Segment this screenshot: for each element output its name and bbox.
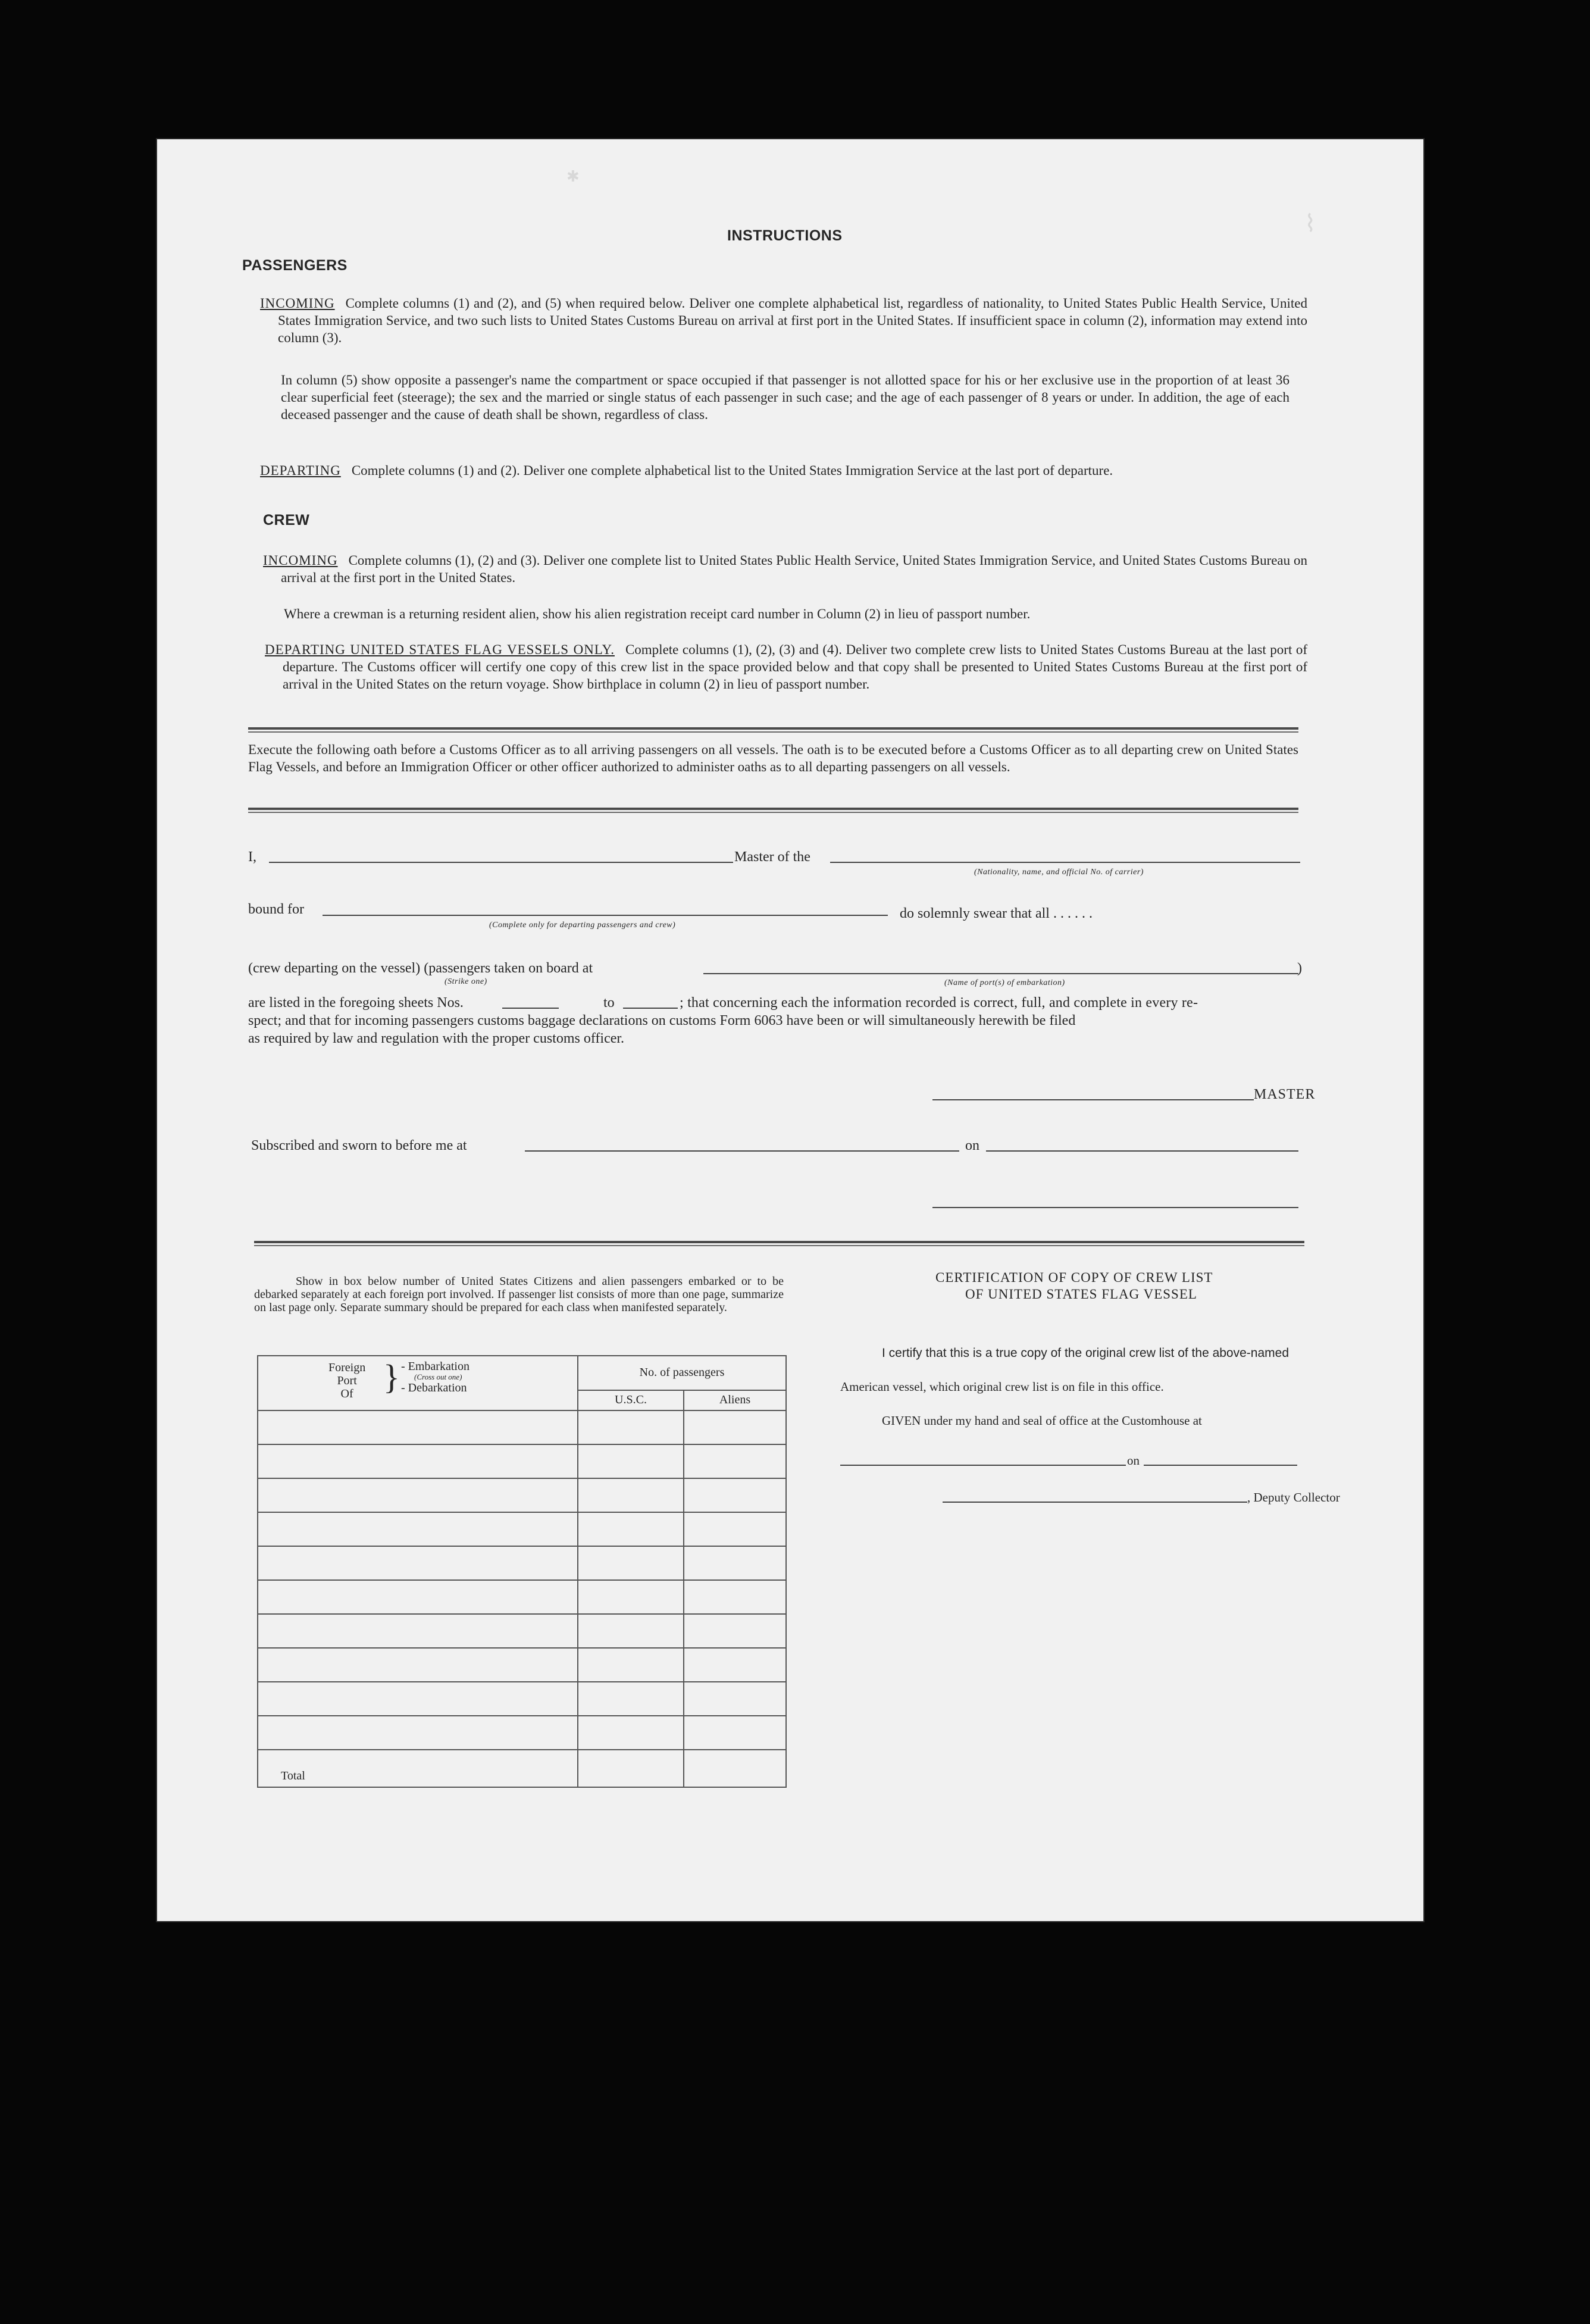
- port-cell[interactable]: [258, 1512, 578, 1546]
- crew-heading: CREW: [263, 512, 310, 528]
- embarkation-label: - Embarkation: [401, 1360, 470, 1373]
- bound-for-label: bound for: [248, 902, 304, 917]
- port-cell[interactable]: [258, 1614, 578, 1648]
- sworn-date-field[interactable]: [986, 1150, 1298, 1152]
- port-cell[interactable]: [258, 1444, 578, 1478]
- crew-incoming-text: Complete columns (1), (2) and (3). Deliver one complete list to United States Public Health Service, United States Immigration Service, and United States Customs Bureau on arrival at the first port in the United States.: [281, 553, 1307, 585]
- officer-signature-field[interactable]: [932, 1206, 1298, 1208]
- port-cell[interactable]: [258, 1648, 578, 1682]
- bleed-through-mark: ⌇: [1304, 210, 1316, 237]
- port-label: Port: [337, 1374, 357, 1387]
- foreign-port-of-label: [328, 1361, 365, 1400]
- oath-i-label: I,: [248, 849, 256, 865]
- usc-cell[interactable]: [578, 1444, 684, 1478]
- table-row: [258, 1580, 786, 1614]
- passengers-departing-paragraph: [260, 462, 1307, 479]
- crew-departing-label: DEPARTING UNITED STATES FLAG VESSELS ONLY.: [265, 642, 615, 657]
- deputy-signature-field[interactable]: [943, 1501, 1247, 1503]
- listed-text-b: ; that concerning each the information recorded is correct, full, and complete in every re-: [680, 995, 1198, 1011]
- bleed-through-mark: ✱: [566, 168, 580, 185]
- brace-icon: }: [383, 1358, 400, 1396]
- passenger-summary-table: [257, 1355, 787, 1788]
- port-cell[interactable]: [258, 1546, 578, 1580]
- of-label: Of: [340, 1387, 353, 1400]
- summary-note: Show in box below number of United States Citizens and alien passengers embarked or to be debarked separately at each foreign port involved. If passenger list consists of more than one page, summarize on last page only. Separate summary should be prepared for each class when manifested separately.: [254, 1275, 784, 1314]
- passengers-heading: PASSENGERS: [242, 257, 348, 274]
- usc-cell[interactable]: [578, 1648, 684, 1682]
- master-of-the-label: Master of the: [734, 849, 810, 865]
- table-row: [258, 1614, 786, 1648]
- divider: [248, 727, 1298, 733]
- certification-title-2: OF UNITED STATES FLAG VESSEL: [965, 1287, 1197, 1302]
- listed-text-c: spect; and that for incoming passengers customs baggage declarations on customs Form 6063 have been or will simultaneously herewith be filed: [248, 1013, 1076, 1028]
- passengers-departing-label: DEPARTING: [260, 463, 341, 478]
- table-row: [258, 1648, 786, 1682]
- table-row: [258, 1478, 786, 1512]
- aliens-cell[interactable]: [684, 1716, 786, 1750]
- usc-total-cell[interactable]: [578, 1750, 684, 1787]
- total-row: [258, 1750, 786, 1787]
- certification-line-3: GIVEN under my hand and seal of office at the Customhouse at: [882, 1413, 1202, 1428]
- table-row: [258, 1512, 786, 1546]
- aliens-cell[interactable]: [684, 1410, 786, 1444]
- passengers-departing-text: Complete columns (1) and (2). Deliver one complete alphabetical list to the United States Immigration Service at the last port of departure.: [351, 463, 1113, 478]
- crew-passengers-text: (crew departing on the vessel) (passengers taken on board at: [248, 961, 593, 976]
- usc-cell[interactable]: [578, 1716, 684, 1750]
- ports-caption: (Name of port(s) of embarkation): [944, 978, 1065, 987]
- certification-title-1: CERTIFICATION OF COPY OF CREW LIST: [935, 1270, 1213, 1285]
- sworn-place-field[interactable]: [525, 1150, 959, 1152]
- sheet-from-field[interactable]: [502, 1007, 559, 1009]
- carrier-field[interactable]: [830, 861, 1300, 863]
- aliens-total-cell[interactable]: [684, 1750, 786, 1787]
- port-cell[interactable]: [258, 1410, 578, 1444]
- customhouse-field[interactable]: [840, 1464, 1126, 1466]
- strike-one-caption: (Strike one): [445, 977, 487, 986]
- passengers-incoming-label: INCOMING: [260, 296, 335, 311]
- subscribed-label: Subscribed and sworn to before me at: [251, 1138, 467, 1153]
- carrier-caption: (Nationality, name, and official No. of carrier): [974, 868, 1144, 877]
- port-cell[interactable]: [258, 1478, 578, 1512]
- usc-cell[interactable]: [578, 1682, 684, 1716]
- aliens-cell[interactable]: [684, 1478, 786, 1512]
- crew-departing-paragraph: [265, 641, 1307, 693]
- passengers-column5-paragraph: In column (5) show opposite a passenger's name the compartment or space occupied if that passenger is not allotted space for his or her exclusive use in the proportion of at least 36 clear superficial feet (steerage); the sex and the married or single status of each passenger in such case; and the age of each passenger of 8 years or under. In addition, the age of each deceased passenger and the cause of death shall be shown, regardless of class.: [281, 373, 1289, 422]
- embarkation-ports-field[interactable]: [703, 972, 1298, 974]
- port-cell[interactable]: [258, 1716, 578, 1750]
- master-name-field[interactable]: [269, 861, 733, 863]
- total-label: Total: [258, 1750, 578, 1787]
- divider: [254, 1241, 1304, 1246]
- table-row: [258, 1546, 786, 1580]
- master-signature-field[interactable]: [932, 1099, 1254, 1100]
- usc-cell[interactable]: [578, 1546, 684, 1580]
- crew-incoming-paragraph: [263, 552, 1307, 586]
- aliens-cell[interactable]: [684, 1444, 786, 1478]
- passengers-incoming-paragraph: [260, 295, 1307, 346]
- bound-for-field[interactable]: [323, 914, 888, 916]
- debarkation-label: - Debarkation: [401, 1381, 467, 1394]
- instructions-title: INSTRUCTIONS: [727, 227, 843, 244]
- deputy-collector-label: , Deputy Collector: [1247, 1490, 1340, 1504]
- aliens-header: Aliens: [684, 1390, 786, 1410]
- sheet-to-field[interactable]: [623, 1007, 678, 1009]
- aliens-cell[interactable]: [684, 1546, 786, 1580]
- master-label: MASTER: [1254, 1087, 1316, 1102]
- swear-text: do solemnly swear that all . . . . . .: [900, 906, 1093, 921]
- certification-line-2: American vessel, which original crew list is on file in this office.: [840, 1380, 1164, 1394]
- aliens-cell[interactable]: [684, 1512, 786, 1546]
- form-page: [156, 138, 1425, 1922]
- certification-date-field[interactable]: [1144, 1464, 1297, 1466]
- listed-text-a: are listed in the foregoing sheets Nos.: [248, 995, 464, 1011]
- table-row: [258, 1682, 786, 1716]
- port-header-cell: [258, 1356, 578, 1410]
- table-row: [258, 1444, 786, 1478]
- usc-header: U.S.C.: [578, 1390, 684, 1410]
- foreign-label: Foreign: [328, 1361, 366, 1374]
- certification-line-1: I certify that this is a true copy of the original crew list of the above-named: [882, 1346, 1289, 1360]
- oath-note: Execute the following oath before a Customs Officer as to all arriving passengers on all vessels. The oath is to be executed before a Customs Officer as to all departing crew on United States Flag Vessels, and before an Immigration Officer or other officer authorized to administer oaths as to all departing passengers on all vessels.: [248, 742, 1298, 774]
- listed-text-d: as required by law and regulation with the proper customs officer.: [248, 1031, 625, 1046]
- usc-cell[interactable]: [578, 1614, 684, 1648]
- aliens-cell[interactable]: [684, 1648, 786, 1682]
- aliens-cell[interactable]: [684, 1614, 786, 1648]
- sworn-on-label: on: [965, 1138, 979, 1153]
- table-row: [258, 1410, 786, 1444]
- embark-debark-labels: [401, 1361, 470, 1393]
- close-paren: ): [1297, 961, 1302, 976]
- usc-cell[interactable]: [578, 1580, 684, 1614]
- port-cell[interactable]: [258, 1682, 578, 1716]
- certification-on-label: on: [1127, 1453, 1140, 1468]
- crew-departing-text: Complete columns (1), (2), (3) and (4). Deliver two complete crew lists to United States Customs Bureau at the last port of departure. The Customs officer will certify one copy of this crew list in the space provided below and that copy shall be presented to United States Customs Bureau at the first port of arrival in the United States on the return voyage. Show birthplace in column (2) in lieu of passport number.: [283, 642, 1307, 692]
- aliens-cell[interactable]: [684, 1682, 786, 1716]
- aliens-cell[interactable]: [684, 1580, 786, 1614]
- no-of-passengers-header: No. of passengers: [578, 1356, 786, 1390]
- usc-cell[interactable]: [578, 1512, 684, 1546]
- cross-out-label: (Cross out one): [414, 1372, 462, 1381]
- crew-incoming-label: INCOMING: [263, 553, 338, 568]
- listed-to-label: to: [603, 995, 615, 1011]
- passengers-incoming-text: Complete columns (1) and (2), and (5) when required below. Deliver one complete alphabetical list, regardless of nationality, to United States Public Health Service, United States Immigration Service, and two such lists to United States Customs Bureau on arrival at first port in the United States. If insufficient space in column (2), information may extend into column (3).: [278, 296, 1307, 345]
- crew-resident-paragraph: Where a crewman is a returning resident alien, show his alien registration receipt card number in Column (2) in lieu of passport number.: [284, 606, 1031, 621]
- bound-for-caption: (Complete only for departing passengers and crew): [489, 921, 676, 930]
- table-row: [258, 1716, 786, 1750]
- usc-cell[interactable]: [578, 1478, 684, 1512]
- usc-cell[interactable]: [578, 1410, 684, 1444]
- divider: [248, 808, 1298, 813]
- port-cell[interactable]: [258, 1580, 578, 1614]
